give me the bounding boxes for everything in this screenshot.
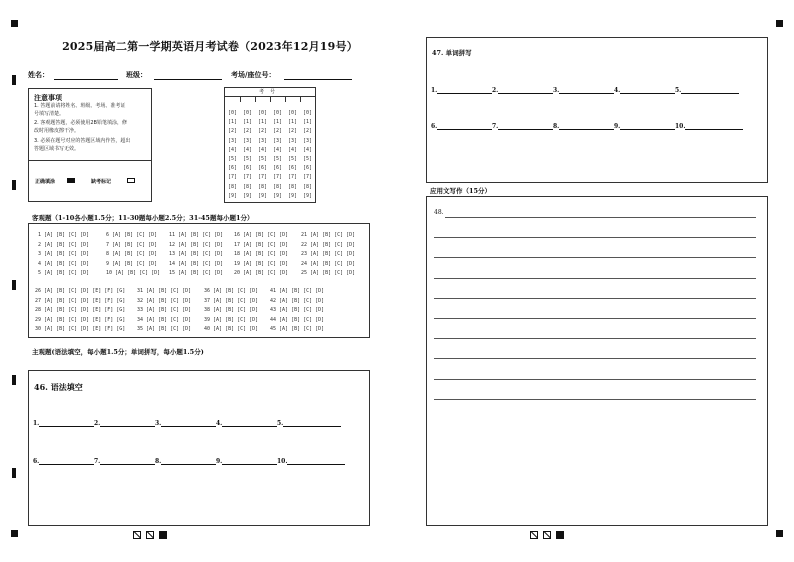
admission-digit-bubble[interactable]: [8] xyxy=(228,183,238,190)
alignment-square xyxy=(146,531,154,539)
corner-mark xyxy=(776,530,783,537)
admission-digit-bubble[interactable]: [4] xyxy=(288,146,298,153)
blank-line[interactable] xyxy=(498,122,553,130)
correct-fill-label: 正确填涂 xyxy=(35,179,56,185)
writing-line[interactable] xyxy=(434,379,756,380)
admission-digit-bubble[interactable]: [7] xyxy=(303,174,313,181)
side-mark xyxy=(12,75,16,85)
blank-line[interactable] xyxy=(100,457,155,465)
blank-line[interactable] xyxy=(39,457,94,465)
answer-blank[interactable] xyxy=(553,86,614,94)
absent-mark-label: 缺考标记 xyxy=(91,179,112,185)
blank-number: 1. xyxy=(431,87,438,94)
class-field[interactable] xyxy=(154,79,222,80)
admission-digit-bubble[interactable]: [1] xyxy=(228,119,238,126)
answer-bubble-row[interactable]: 33 [A] [B] [C] [D] xyxy=(137,307,192,313)
blank-line[interactable] xyxy=(283,419,341,427)
answer-bubble-row[interactable]: 32 [A] [B] [C] [D] xyxy=(137,297,192,304)
admission-digit-bubble[interactable]: [8] xyxy=(303,183,313,190)
admission-digit-bubble[interactable]: [3] xyxy=(273,137,283,144)
objective-answer-area xyxy=(28,223,370,338)
answer-bubble-row[interactable]: 8 [A] [B] [C] [D] xyxy=(106,251,158,257)
admission-digit-bubble[interactable]: [0] xyxy=(288,110,298,116)
alignment-square xyxy=(159,531,167,539)
admission-digit-bubble[interactable]: [0] xyxy=(303,110,313,116)
admission-digit-bubble[interactable]: [1] xyxy=(288,119,298,126)
writing-line[interactable] xyxy=(434,338,756,339)
q46-heading: 46. 语法填空 xyxy=(34,382,83,392)
answer-blank[interactable] xyxy=(492,122,553,130)
blank-line[interactable] xyxy=(620,122,675,130)
answer-bubble-row[interactable]: 15 [A] [B] [C] [D] xyxy=(169,270,224,276)
blank-line[interactable] xyxy=(437,86,492,94)
admission-digit-bubble[interactable]: [4] xyxy=(258,146,268,153)
admission-digit-bubble[interactable]: [8] xyxy=(243,183,253,190)
instruction-line: 改时用橡皮擦干净。 xyxy=(34,128,80,134)
q46-box xyxy=(28,370,370,526)
answer-blank[interactable] xyxy=(675,122,743,130)
writing-line[interactable] xyxy=(434,358,756,359)
instruction-line: 答题区域书写无效。 xyxy=(34,146,80,152)
admission-digit-bubble[interactable]: [7] xyxy=(228,174,238,181)
answer-bubble-row[interactable]: 26 [A] [B] [C] [D] [E] [F] [G] xyxy=(35,288,126,294)
blank-line[interactable] xyxy=(222,457,277,465)
name-field[interactable] xyxy=(54,79,118,80)
answer-bubble-row[interactable]: 20 [A] [B] [C] [D] xyxy=(234,270,289,276)
answer-bubble-row[interactable]: 34 [A] [B] [C] [D] xyxy=(137,316,192,323)
admission-digit-bubble[interactable]: [0] xyxy=(273,110,283,116)
answer-blank[interactable] xyxy=(614,122,675,130)
blank-line[interactable] xyxy=(161,457,216,465)
answer-blank[interactable] xyxy=(216,457,277,465)
q48-writing-box xyxy=(426,196,768,526)
answer-blank[interactable] xyxy=(216,419,277,427)
absent-mark-box[interactable] xyxy=(127,178,135,183)
corner-mark xyxy=(776,20,783,27)
admission-digit-bubble[interactable]: [8] xyxy=(288,183,298,190)
answer-bubble-row[interactable]: 39 [A] [B] [C] [D] xyxy=(204,316,259,323)
admission-digit-bubble[interactable]: [6] xyxy=(288,165,298,172)
answer-blank[interactable] xyxy=(675,86,739,94)
answer-bubble-row[interactable]: 45 [A] [B] [C] [D] xyxy=(270,326,325,332)
admission-digit-bubble[interactable]: [6] xyxy=(228,165,238,172)
blank-number: 4. xyxy=(614,87,621,94)
blank-line[interactable] xyxy=(39,419,94,427)
answer-blank[interactable] xyxy=(33,419,94,427)
alignment-square xyxy=(133,531,141,539)
answer-bubble-row[interactable]: 28 [A] [B] [C] [D] [E] [F] [G] xyxy=(35,307,126,313)
blank-line[interactable] xyxy=(161,419,216,427)
seat-label: 考场/座位号： xyxy=(231,70,276,79)
answer-bubble-row[interactable]: 21 [A] [B] [C] [D] xyxy=(301,232,356,238)
instructions-heading: 注意事项 xyxy=(34,93,62,102)
answer-bubble-row[interactable]: 40 [A] [B] [C] [D] xyxy=(204,326,259,332)
admission-digit-bubble[interactable]: [0] xyxy=(258,110,268,116)
answer-bubble-row[interactable]: 41 [A] [B] [C] [D] xyxy=(270,288,325,294)
alignment-square xyxy=(530,531,538,539)
admission-digit-bubble[interactable]: [0] xyxy=(228,110,238,116)
blank-line[interactable] xyxy=(681,86,739,94)
answer-bubble-row[interactable]: 31 [A] [B] [C] [D] xyxy=(137,288,192,294)
page-title: 2025届高二第一学期英语月考试卷（2023年12月19号） xyxy=(62,40,358,53)
instruction-line: 1. 答题前请将姓名、班级、考场、准考证 xyxy=(34,103,126,109)
admission-digit-bubble[interactable]: [4] xyxy=(228,146,238,153)
admission-digit-bubble[interactable]: [1] xyxy=(303,119,313,126)
corner-mark xyxy=(11,530,18,537)
answer-blank[interactable] xyxy=(155,419,216,427)
writing-line[interactable] xyxy=(434,298,756,299)
blank-number: 2. xyxy=(94,420,101,427)
answer-bubble-row[interactable]: 19 [A] [B] [C] [D] xyxy=(234,260,289,267)
admission-digit-bubble[interactable]: [6] xyxy=(243,165,253,172)
answer-bubble-row[interactable]: 27 [A] [B] [C] [D] [E] [F] [G] xyxy=(35,297,126,304)
column-separator xyxy=(285,96,286,102)
admission-digit-bubble[interactable]: [1] xyxy=(258,119,268,126)
side-mark xyxy=(12,468,16,478)
blank-number: 7. xyxy=(492,123,499,130)
admission-digit-bubble[interactable]: [6] xyxy=(303,165,313,172)
blank-line[interactable] xyxy=(100,419,155,427)
blank-number: 2. xyxy=(492,87,499,94)
admission-header: 考号 xyxy=(225,88,315,97)
q47-heading: 47. 单词拼写 xyxy=(432,49,472,57)
answer-blank[interactable] xyxy=(277,419,341,427)
writing-line[interactable] xyxy=(434,318,756,319)
answer-bubble-row[interactable]: 3 [A] [B] [C] [D] xyxy=(38,251,90,257)
answer-bubble-row[interactable]: 13 [A] [B] [C] [D] xyxy=(169,251,224,257)
admission-digit-bubble[interactable]: [4] xyxy=(273,146,283,153)
writing-line[interactable] xyxy=(434,237,756,238)
class-label: 班级： xyxy=(126,70,147,79)
blank-number: 3. xyxy=(155,420,162,427)
answer-bubble-row[interactable]: 43 [A] [B] [C] [D] xyxy=(270,307,325,313)
admission-digit-bubble[interactable]: [0] xyxy=(243,110,253,116)
admission-digit-bubble[interactable]: [2] xyxy=(288,128,298,135)
answer-bubble-row[interactable]: 1 [A] [B] [C] [D] xyxy=(38,232,90,238)
admission-digit-bubble[interactable]: [7] xyxy=(243,174,253,181)
blank-line[interactable] xyxy=(559,86,614,94)
admission-digit-bubble[interactable]: [8] xyxy=(273,183,283,190)
admission-digit-bubble[interactable]: [5] xyxy=(273,156,283,162)
subjective-heading: 主观题(语法填空，每小题1.5分；单词拼写，每小题1.5分) xyxy=(32,348,204,356)
blank-line[interactable] xyxy=(620,86,675,94)
answer-bubble-row[interactable]: 37 [A] [B] [C] [D] xyxy=(204,297,259,304)
admission-digit-bubble[interactable]: [5] xyxy=(243,156,253,162)
column-separator xyxy=(300,96,301,102)
admission-digit-bubble[interactable]: [3] xyxy=(243,137,253,144)
admission-digit-bubble[interactable]: [9] xyxy=(258,192,268,199)
name-label: 姓名： xyxy=(28,70,49,79)
column-separator xyxy=(255,96,256,102)
admission-digit-bubble[interactable]: [1] xyxy=(243,119,253,126)
blank-number: 9. xyxy=(216,458,223,465)
answer-bubble-row[interactable]: 25 [A] [B] [C] [D] xyxy=(301,270,356,276)
corner-mark xyxy=(11,20,18,27)
answer-bubble-row[interactable]: 12 [A] [B] [C] [D] xyxy=(169,241,224,248)
writing-line[interactable] xyxy=(434,399,756,400)
instruction-line: 2. 客观题答题，必须使用2B铅笔填涂，修 xyxy=(34,120,127,126)
blank-line[interactable] xyxy=(222,419,277,427)
answer-bubble-row[interactable]: 7 [A] [B] [C] [D] xyxy=(106,241,158,248)
answer-blank[interactable] xyxy=(277,457,345,465)
answer-bubble-row[interactable]: 29 [A] [B] [C] [D] [E] [F] [G] xyxy=(35,316,126,323)
blank-number: 7. xyxy=(94,458,101,465)
admission-digit-bubble[interactable]: [8] xyxy=(258,183,268,190)
answer-bubble-row[interactable]: 30 [A] [B] [C] [D] [E] [F] [G] xyxy=(35,326,126,332)
blank-number: 5. xyxy=(277,420,284,427)
answer-bubble-row[interactable]: 5 [A] [B] [C] [D] xyxy=(38,270,90,276)
admission-digit-bubble[interactable]: [9] xyxy=(288,192,298,199)
blank-number: 10. xyxy=(675,123,686,130)
answer-blank[interactable] xyxy=(94,457,155,465)
blank-line[interactable] xyxy=(437,122,492,130)
admission-digit-bubble[interactable]: [9] xyxy=(243,192,253,199)
answer-blank[interactable] xyxy=(94,419,155,427)
blank-number: 9. xyxy=(614,123,621,130)
writing-line[interactable] xyxy=(445,217,756,218)
answer-bubble-row[interactable]: 11 [A] [B] [C] [D] xyxy=(169,232,224,238)
blank-number: 6. xyxy=(431,123,438,130)
blank-number: 8. xyxy=(155,458,162,465)
answer-bubble-row[interactable]: 38 [A] [B] [C] [D] xyxy=(204,307,259,313)
blank-number: 10. xyxy=(277,458,288,465)
admission-digit-bubble[interactable]: [6] xyxy=(273,165,283,172)
blank-line[interactable] xyxy=(685,122,743,130)
answer-bubble-row[interactable]: 42 [A] [B] [C] [D] xyxy=(270,297,325,304)
admission-digit-bubble[interactable]: [7] xyxy=(273,174,283,181)
column-separator xyxy=(270,96,271,102)
admission-digit-bubble[interactable]: [5] xyxy=(258,156,268,162)
answer-blank[interactable] xyxy=(553,122,614,130)
answer-blank[interactable] xyxy=(431,122,492,130)
answer-bubble-row[interactable]: 23 [A] [B] [C] [D] xyxy=(301,251,356,257)
admission-digit-bubble[interactable]: [3] xyxy=(288,137,298,144)
writing-heading: 应用文写作（15分） xyxy=(430,187,492,195)
answer-bubble-row[interactable]: 16 [A] [B] [C] [D] xyxy=(234,232,289,238)
answer-bubble-row[interactable]: 44 [A] [B] [C] [D] xyxy=(270,316,325,323)
writing-line[interactable] xyxy=(434,278,756,279)
q47-box xyxy=(426,37,768,183)
answer-bubble-row[interactable]: 14 [A] [B] [C] [D] xyxy=(169,260,224,267)
answer-blank[interactable] xyxy=(614,86,675,94)
admission-digit-bubble[interactable]: [3] xyxy=(258,137,268,144)
blank-number: 1. xyxy=(33,420,40,427)
blank-number: 6. xyxy=(33,458,40,465)
blank-number: 3. xyxy=(553,87,560,94)
instructions-box xyxy=(28,88,152,202)
admission-digit-bubble[interactable]: [9] xyxy=(228,192,238,199)
admission-digit-bubble[interactable]: [2] xyxy=(303,128,313,135)
admission-number-grid xyxy=(224,87,316,203)
admission-digit-bubble[interactable]: [5] xyxy=(303,156,313,162)
answer-bubble-row[interactable]: 36 [A] [B] [C] [D] xyxy=(204,288,259,294)
answer-blank[interactable] xyxy=(155,457,216,465)
answer-bubble-row[interactable]: 22 [A] [B] [C] [D] xyxy=(301,241,356,248)
blank-number: 4. xyxy=(216,420,223,427)
answer-bubble-row[interactable]: 17 [A] [B] [C] [D] xyxy=(234,241,289,248)
blank-line[interactable] xyxy=(498,86,553,94)
admission-digit-bubble[interactable]: [5] xyxy=(288,156,298,162)
alignment-square xyxy=(543,531,551,539)
answer-blank[interactable] xyxy=(431,86,492,94)
answer-bubble-row[interactable]: 9 [A] [B] [C] [D] xyxy=(106,260,158,267)
instruction-line: 3. 必须在题号对应的答题区域内作答，超出 xyxy=(34,138,131,144)
answer-bubble-row[interactable]: 2 [A] [B] [C] [D] xyxy=(38,241,90,248)
admission-digit-bubble[interactable]: [7] xyxy=(288,174,298,181)
alignment-square xyxy=(556,531,564,539)
column-separator xyxy=(240,96,241,102)
blank-line[interactable] xyxy=(559,122,614,130)
q48-number: 48. xyxy=(434,209,444,216)
filled-sample xyxy=(67,178,75,183)
admission-digit-bubble[interactable]: [6] xyxy=(258,165,268,172)
admission-digit-bubble[interactable]: [9] xyxy=(273,192,283,199)
answer-blank[interactable] xyxy=(492,86,553,94)
side-mark xyxy=(12,280,16,290)
seat-field[interactable] xyxy=(284,79,352,80)
admission-digit-bubble[interactable]: [2] xyxy=(258,128,268,135)
admission-digit-bubble[interactable]: [1] xyxy=(273,119,283,126)
admission-digit-bubble[interactable]: [9] xyxy=(303,192,313,199)
side-mark xyxy=(12,375,16,385)
admission-digit-bubble[interactable]: [3] xyxy=(228,137,238,144)
answer-bubble-row[interactable]: 18 [A] [B] [C] [D] xyxy=(234,251,289,257)
admission-digit-bubble[interactable]: [4] xyxy=(303,146,313,153)
divider xyxy=(29,160,151,161)
blank-number: 5. xyxy=(675,87,682,94)
answer-bubble-row[interactable]: 6 [A] [B] [C] [D] xyxy=(106,232,158,238)
admission-digit-bubble[interactable]: [2] xyxy=(273,128,283,135)
admission-digit-bubble[interactable]: [3] xyxy=(303,137,313,144)
writing-line[interactable] xyxy=(434,257,756,258)
instruction-line: 号填写清楚。 xyxy=(34,111,65,117)
admission-digit-bubble[interactable]: [4] xyxy=(243,146,253,153)
admission-digit-bubble[interactable]: [7] xyxy=(258,174,268,181)
answer-bubble-row[interactable]: 10 [A] [B] [C] [D] xyxy=(106,270,161,276)
answer-blank[interactable] xyxy=(33,457,94,465)
answer-bubble-row[interactable]: 24 [A] [B] [C] [D] xyxy=(301,260,356,267)
admission-digit-bubble[interactable]: [5] xyxy=(228,156,238,162)
side-mark xyxy=(12,180,16,190)
blank-line[interactable] xyxy=(287,457,345,465)
admission-digit-bubble[interactable]: [2] xyxy=(228,128,238,135)
objective-heading: 客观题（1-10各小题1.5分；11-30题每小题2.5分；31-45题每小题1分） xyxy=(32,214,254,222)
answer-bubble-row[interactable]: 35 [A] [B] [C] [D] xyxy=(137,326,192,332)
blank-number: 8. xyxy=(553,123,560,130)
answer-bubble-row[interactable]: 4 [A] [B] [C] [D] xyxy=(38,260,90,267)
admission-digit-bubble[interactable]: [2] xyxy=(243,128,253,135)
